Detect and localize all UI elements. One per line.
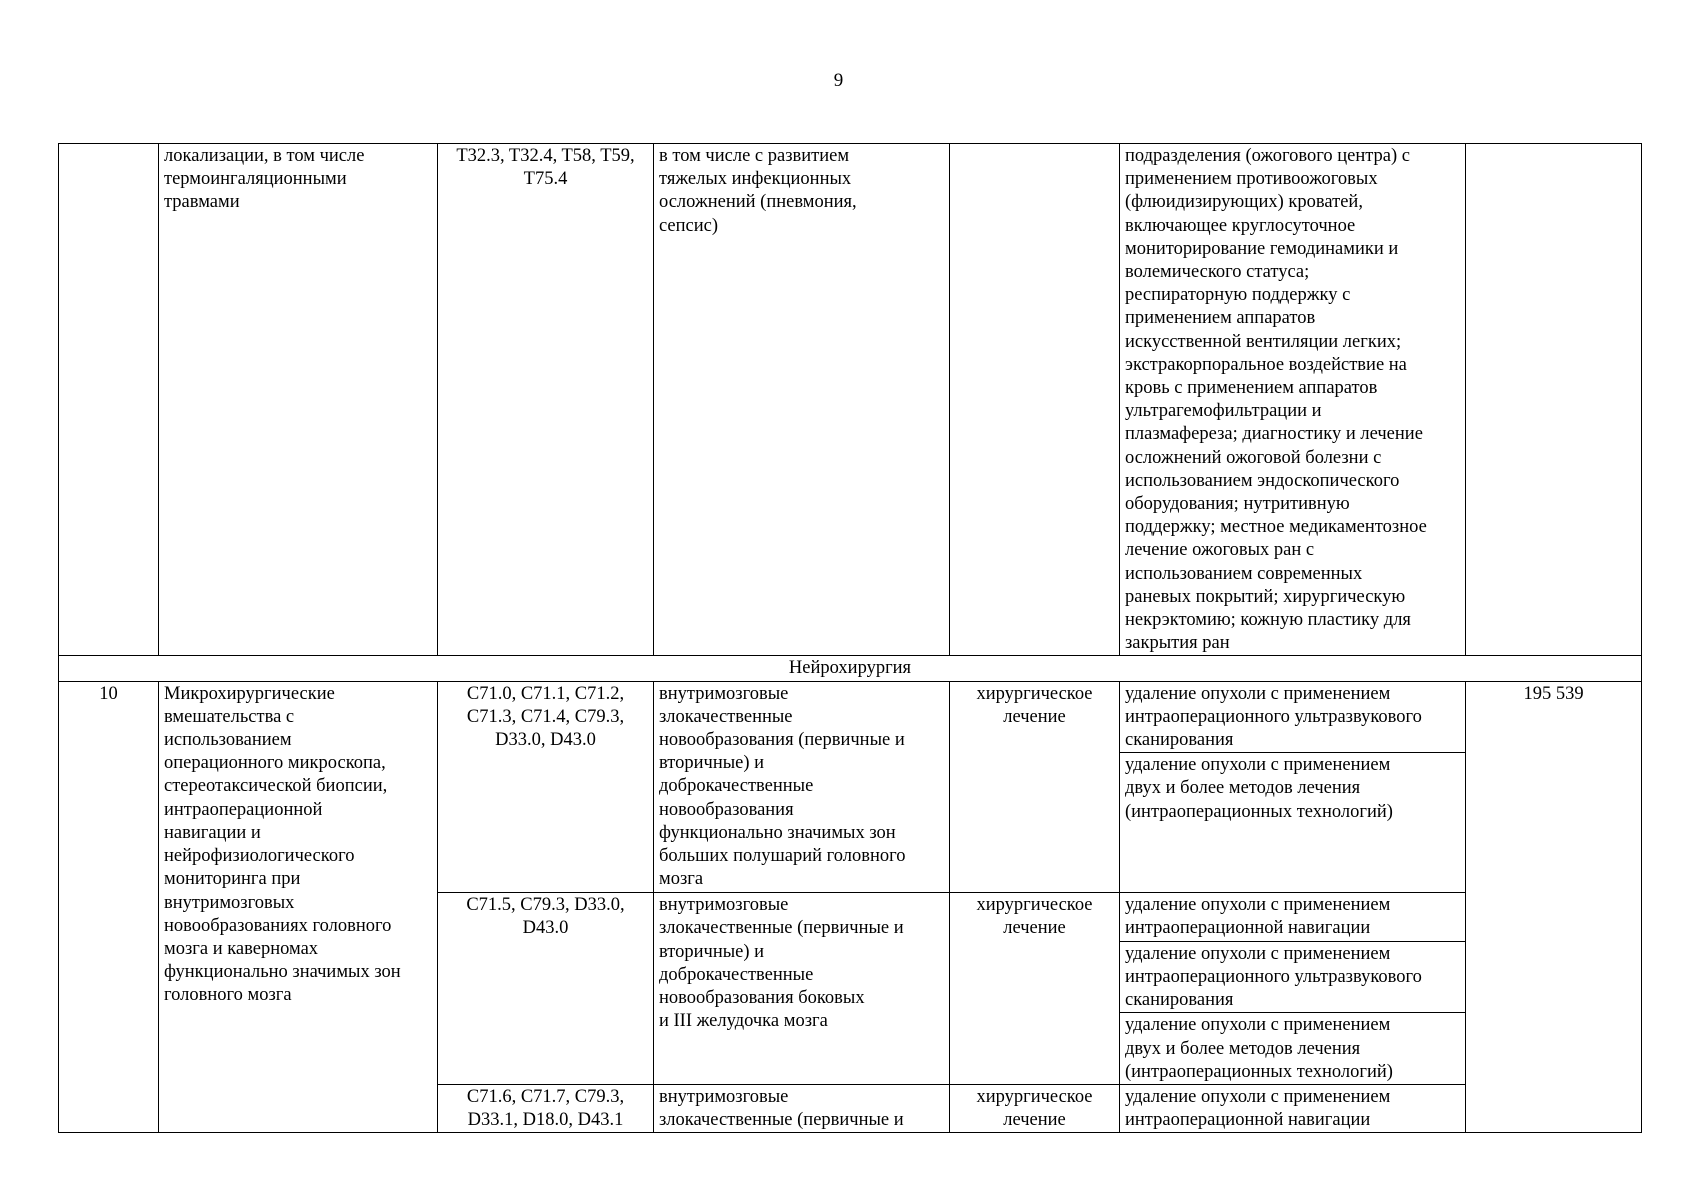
section-title: Нейрохирургия <box>59 656 1642 681</box>
cell-patient-model: внутримозговые злокачественные (первичные и вторичные) и доброкачественные новообразования боковых и III желудочка мозга <box>654 893 950 1085</box>
cell-icd-codes: C71.6, C71.7, C79.3, D33.1, D18.0, D43.1 <box>438 1084 654 1132</box>
services-table <box>58 143 1642 1133</box>
cell-treatment-method: удаление опухоли с применением интраоперационной навигации <box>1120 1084 1466 1132</box>
cell-patient-model: в том числе с развитием тяжелых инфекционных осложнений (пневмония, сепсис) <box>654 144 950 656</box>
continuation-row <box>59 144 1642 656</box>
cell-treatment-type: хирургическое лечение <box>950 893 1120 1085</box>
cell-treatment-type <box>950 144 1120 656</box>
cell-icd-codes: T32.3, T32.4, T58, T59, T75.4 <box>438 144 654 656</box>
section-row <box>59 656 1642 681</box>
cell-treatment-method: удаление опухоли с применением двух и более методов лечения (интраоперационных технологий) <box>1120 753 1466 893</box>
cell-icd-codes: C71.5, C79.3, D33.0, D43.0 <box>438 893 654 1085</box>
cell-service-name: локализации, в том числе термоингаляционными травмами <box>159 144 438 656</box>
cell-price <box>1466 144 1642 656</box>
cell-number <box>59 144 159 656</box>
page-number: 9 <box>833 70 844 91</box>
cell-number: 10 <box>59 681 159 1133</box>
table-row <box>59 681 1642 753</box>
cell-treatment-type: хирургическое лечение <box>950 1084 1120 1132</box>
cell-treatment-method: удаление опухоли с применением интраоперационного ультразвукового сканирования <box>1120 681 1466 753</box>
cell-treatment-type: хирургическое лечение <box>950 681 1120 893</box>
cell-patient-model: внутримозговые злокачественные (первичные и <box>654 1084 950 1132</box>
cell-icd-codes: C71.0, C71.1, C71.2, C71.3, C71.4, C79.3, D33.0, D43.0 <box>438 681 654 893</box>
cell-service-name: Микрохирургические вмешательства с использованием операционного микроскопа, стереотаксической биопсии, интраоперационной навигации и нейрофизиологического мониторинга при внутримозговых новообразованиях головного мозга и каверномах функционально значимых зон головного мозга <box>159 681 438 1133</box>
cell-treatment-method: удаление опухоли с применением двух и более методов лечения (интраоперационных технологий) <box>1120 1013 1466 1085</box>
cell-price: 195 539 <box>1466 681 1642 1133</box>
cell-treatment-method: подразделения (ожогового центра) с применением противоожоговых (флюидизирующих) кроватей, включающее круглосуточное мониторирование гемодинамики и волемического статуса; респираторную поддержку с применением аппаратов искусственной вентиляции легких; экстракорпоральное воздействие на кровь с применением аппаратов ультрагемофильтрации и плазмафереза; диагностику и лечение осложнений ожоговой болезни с использованием эндоскопического оборудования; нутритивную поддержку; местное медикаментозное лечение ожоговых ран с использованием современных раневых покрытий; хирургическую некрэктомию; кожную пластику для закрытия ран <box>1120 144 1466 656</box>
cell-treatment-method: удаление опухоли с применением интраоперационной навигации <box>1120 893 1466 941</box>
cell-treatment-method: удаление опухоли с применением интраоперационного ультразвукового сканирования <box>1120 941 1466 1013</box>
cell-patient-model: внутримозговые злокачественные новообразования (первичные и вторичные) и доброкачественные новообразования функционально значимых зон больших полушарий головного мозга <box>654 681 950 893</box>
